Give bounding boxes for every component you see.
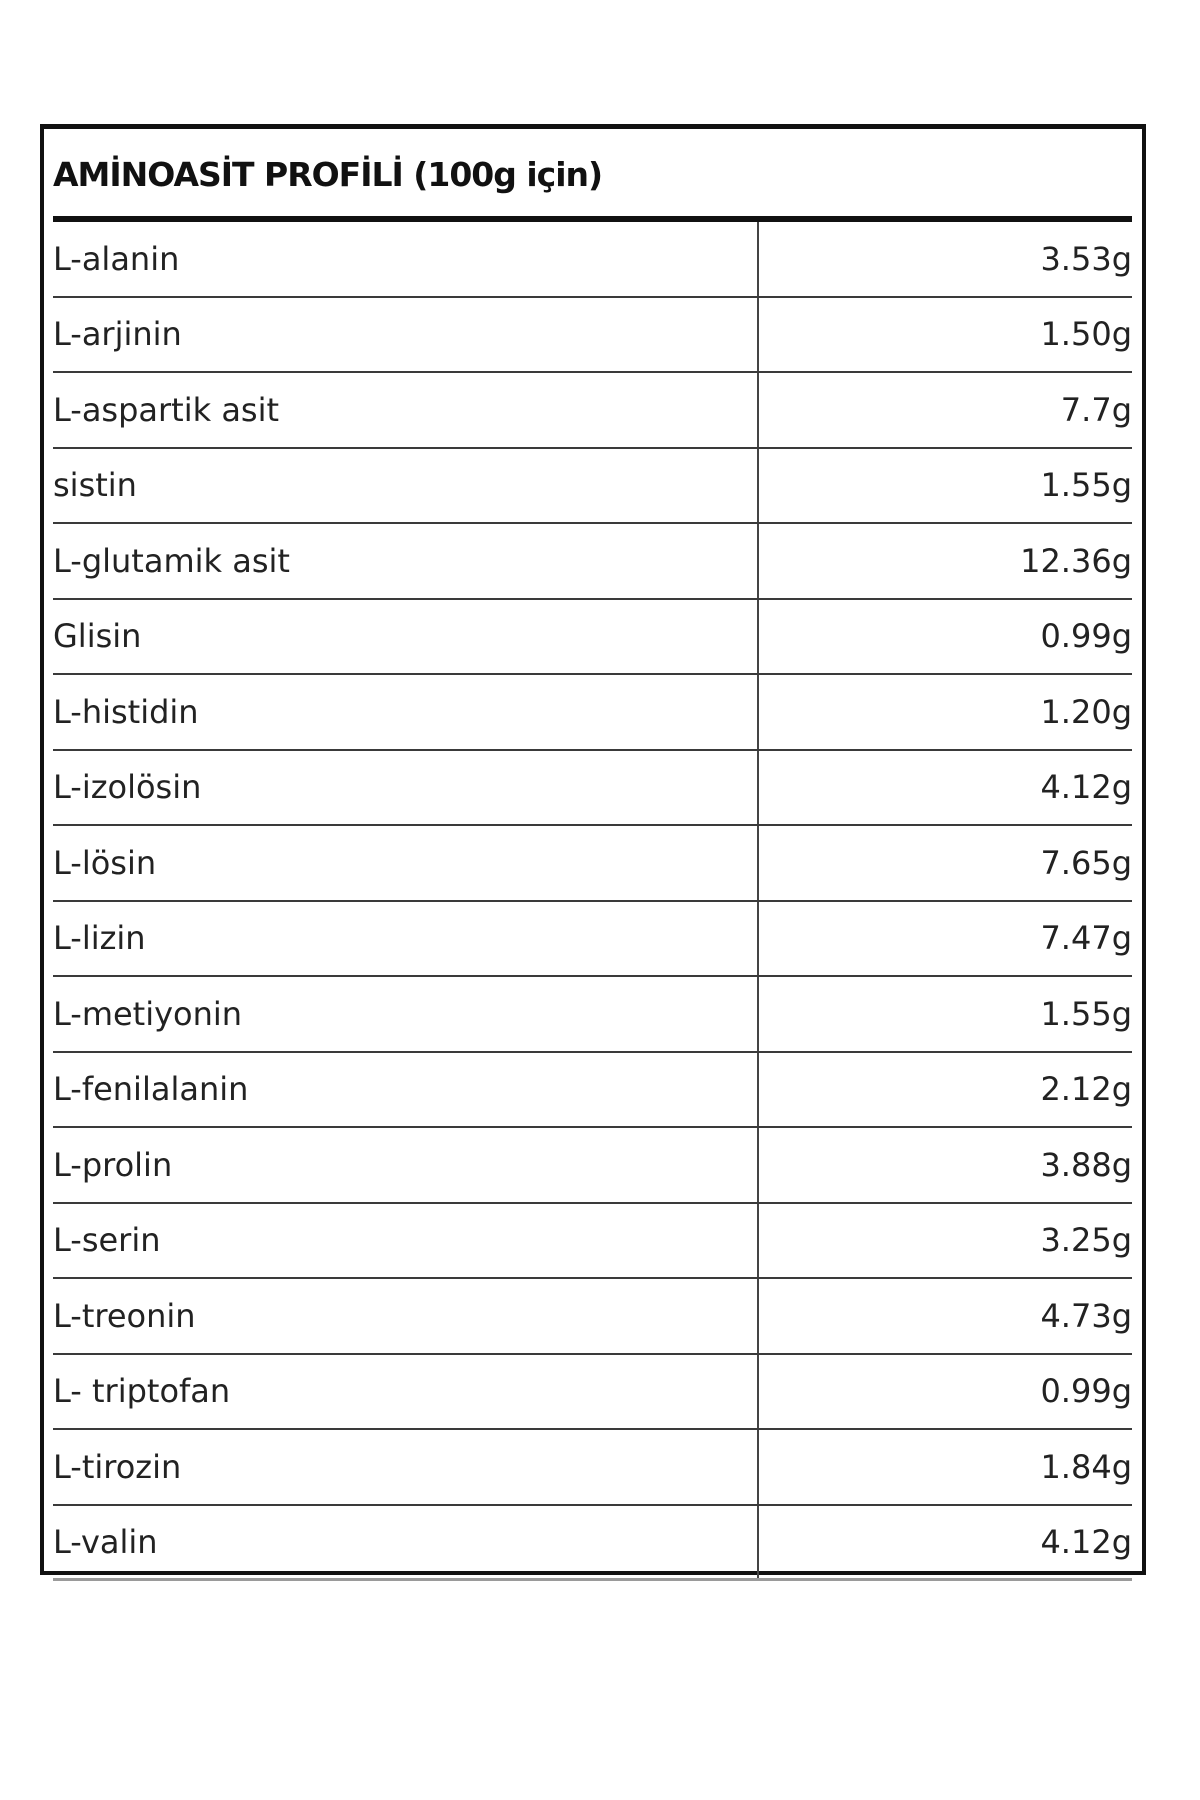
amino-acid-name: sistin <box>53 449 759 523</box>
amino-acid-amount: 0.99g <box>1040 1372 1132 1411</box>
table-row <box>53 902 1132 978</box>
amino-acid-name: L-glutamik asit <box>53 524 759 598</box>
amino-acid-name: L-izolösin <box>53 751 759 825</box>
amino-acid-name: L-fenilalanin <box>53 1053 759 1127</box>
amino-acid-amount: 3.53g <box>1040 239 1132 278</box>
table-row <box>53 1279 1132 1355</box>
amino-acid-name: L-alanin <box>53 222 759 296</box>
amino-acid-amount: 1.84g <box>1040 1447 1132 1486</box>
amino-acid-amount: 7.47g <box>1040 919 1132 958</box>
panel-inner <box>53 129 1132 1571</box>
amino-acid-name: L-valin <box>53 1506 759 1579</box>
amino-acid-name: L-tirozin <box>53 1430 759 1504</box>
table-row <box>53 675 1132 751</box>
amino-acid-name: L-arjinin <box>53 298 759 372</box>
table-row <box>53 449 1132 525</box>
table-row <box>53 222 1132 298</box>
amino-acid-amount: 2.12g <box>1040 1070 1132 1109</box>
title-row <box>53 129 1132 222</box>
amino-acid-name: Glisin <box>53 600 759 674</box>
amino-acid-amount: 1.50g <box>1040 315 1132 354</box>
amino-acid-profile-panel <box>40 124 1146 1575</box>
amino-acid-name: L-histidin <box>53 675 759 749</box>
amino-acid-amount: 3.88g <box>1040 1145 1132 1184</box>
table-title: AMİNOASİT PROFİLİ (100g için) <box>53 155 603 194</box>
amino-acid-amount: 12.36g <box>1020 541 1132 580</box>
amino-acid-name: L-prolin <box>53 1128 759 1202</box>
table-row <box>53 600 1132 676</box>
table-row <box>53 298 1132 374</box>
amino-acid-amount: 3.25g <box>1040 1221 1132 1260</box>
amino-acid-name: L-serin <box>53 1204 759 1278</box>
amino-acid-name: L-aspartik asit <box>53 373 759 447</box>
table-row <box>53 373 1132 449</box>
amino-acid-amount: 4.73g <box>1040 1296 1132 1335</box>
amino-acid-amount: 4.12g <box>1040 1522 1132 1561</box>
table-row <box>53 524 1132 600</box>
amino-acid-amount: 7.65g <box>1040 843 1132 882</box>
amino-acid-amount: 1.20g <box>1040 692 1132 731</box>
amino-acid-name: L-treonin <box>53 1279 759 1353</box>
table-row <box>53 1204 1132 1280</box>
amino-acid-amount: 0.99g <box>1040 617 1132 656</box>
table-row <box>53 977 1132 1053</box>
amino-acid-name: L-lizin <box>53 902 759 976</box>
amino-acid-name: L-metiyonin <box>53 977 759 1051</box>
amino-acid-amount: 1.55g <box>1040 466 1132 505</box>
table-row <box>53 826 1132 902</box>
table-row <box>53 1053 1132 1129</box>
amino-acid-table <box>53 222 1132 1581</box>
amino-acid-name: L-lösin <box>53 826 759 900</box>
table-row <box>53 1506 1132 1582</box>
amino-acid-amount: 1.55g <box>1040 994 1132 1033</box>
table-row <box>53 751 1132 827</box>
table-row <box>53 1430 1132 1506</box>
table-row <box>53 1355 1132 1431</box>
amino-acid-amount: 4.12g <box>1040 768 1132 807</box>
table-row <box>53 1128 1132 1204</box>
amino-acid-name: L- triptofan <box>53 1355 759 1429</box>
amino-acid-amount: 7.7g <box>1060 390 1132 429</box>
